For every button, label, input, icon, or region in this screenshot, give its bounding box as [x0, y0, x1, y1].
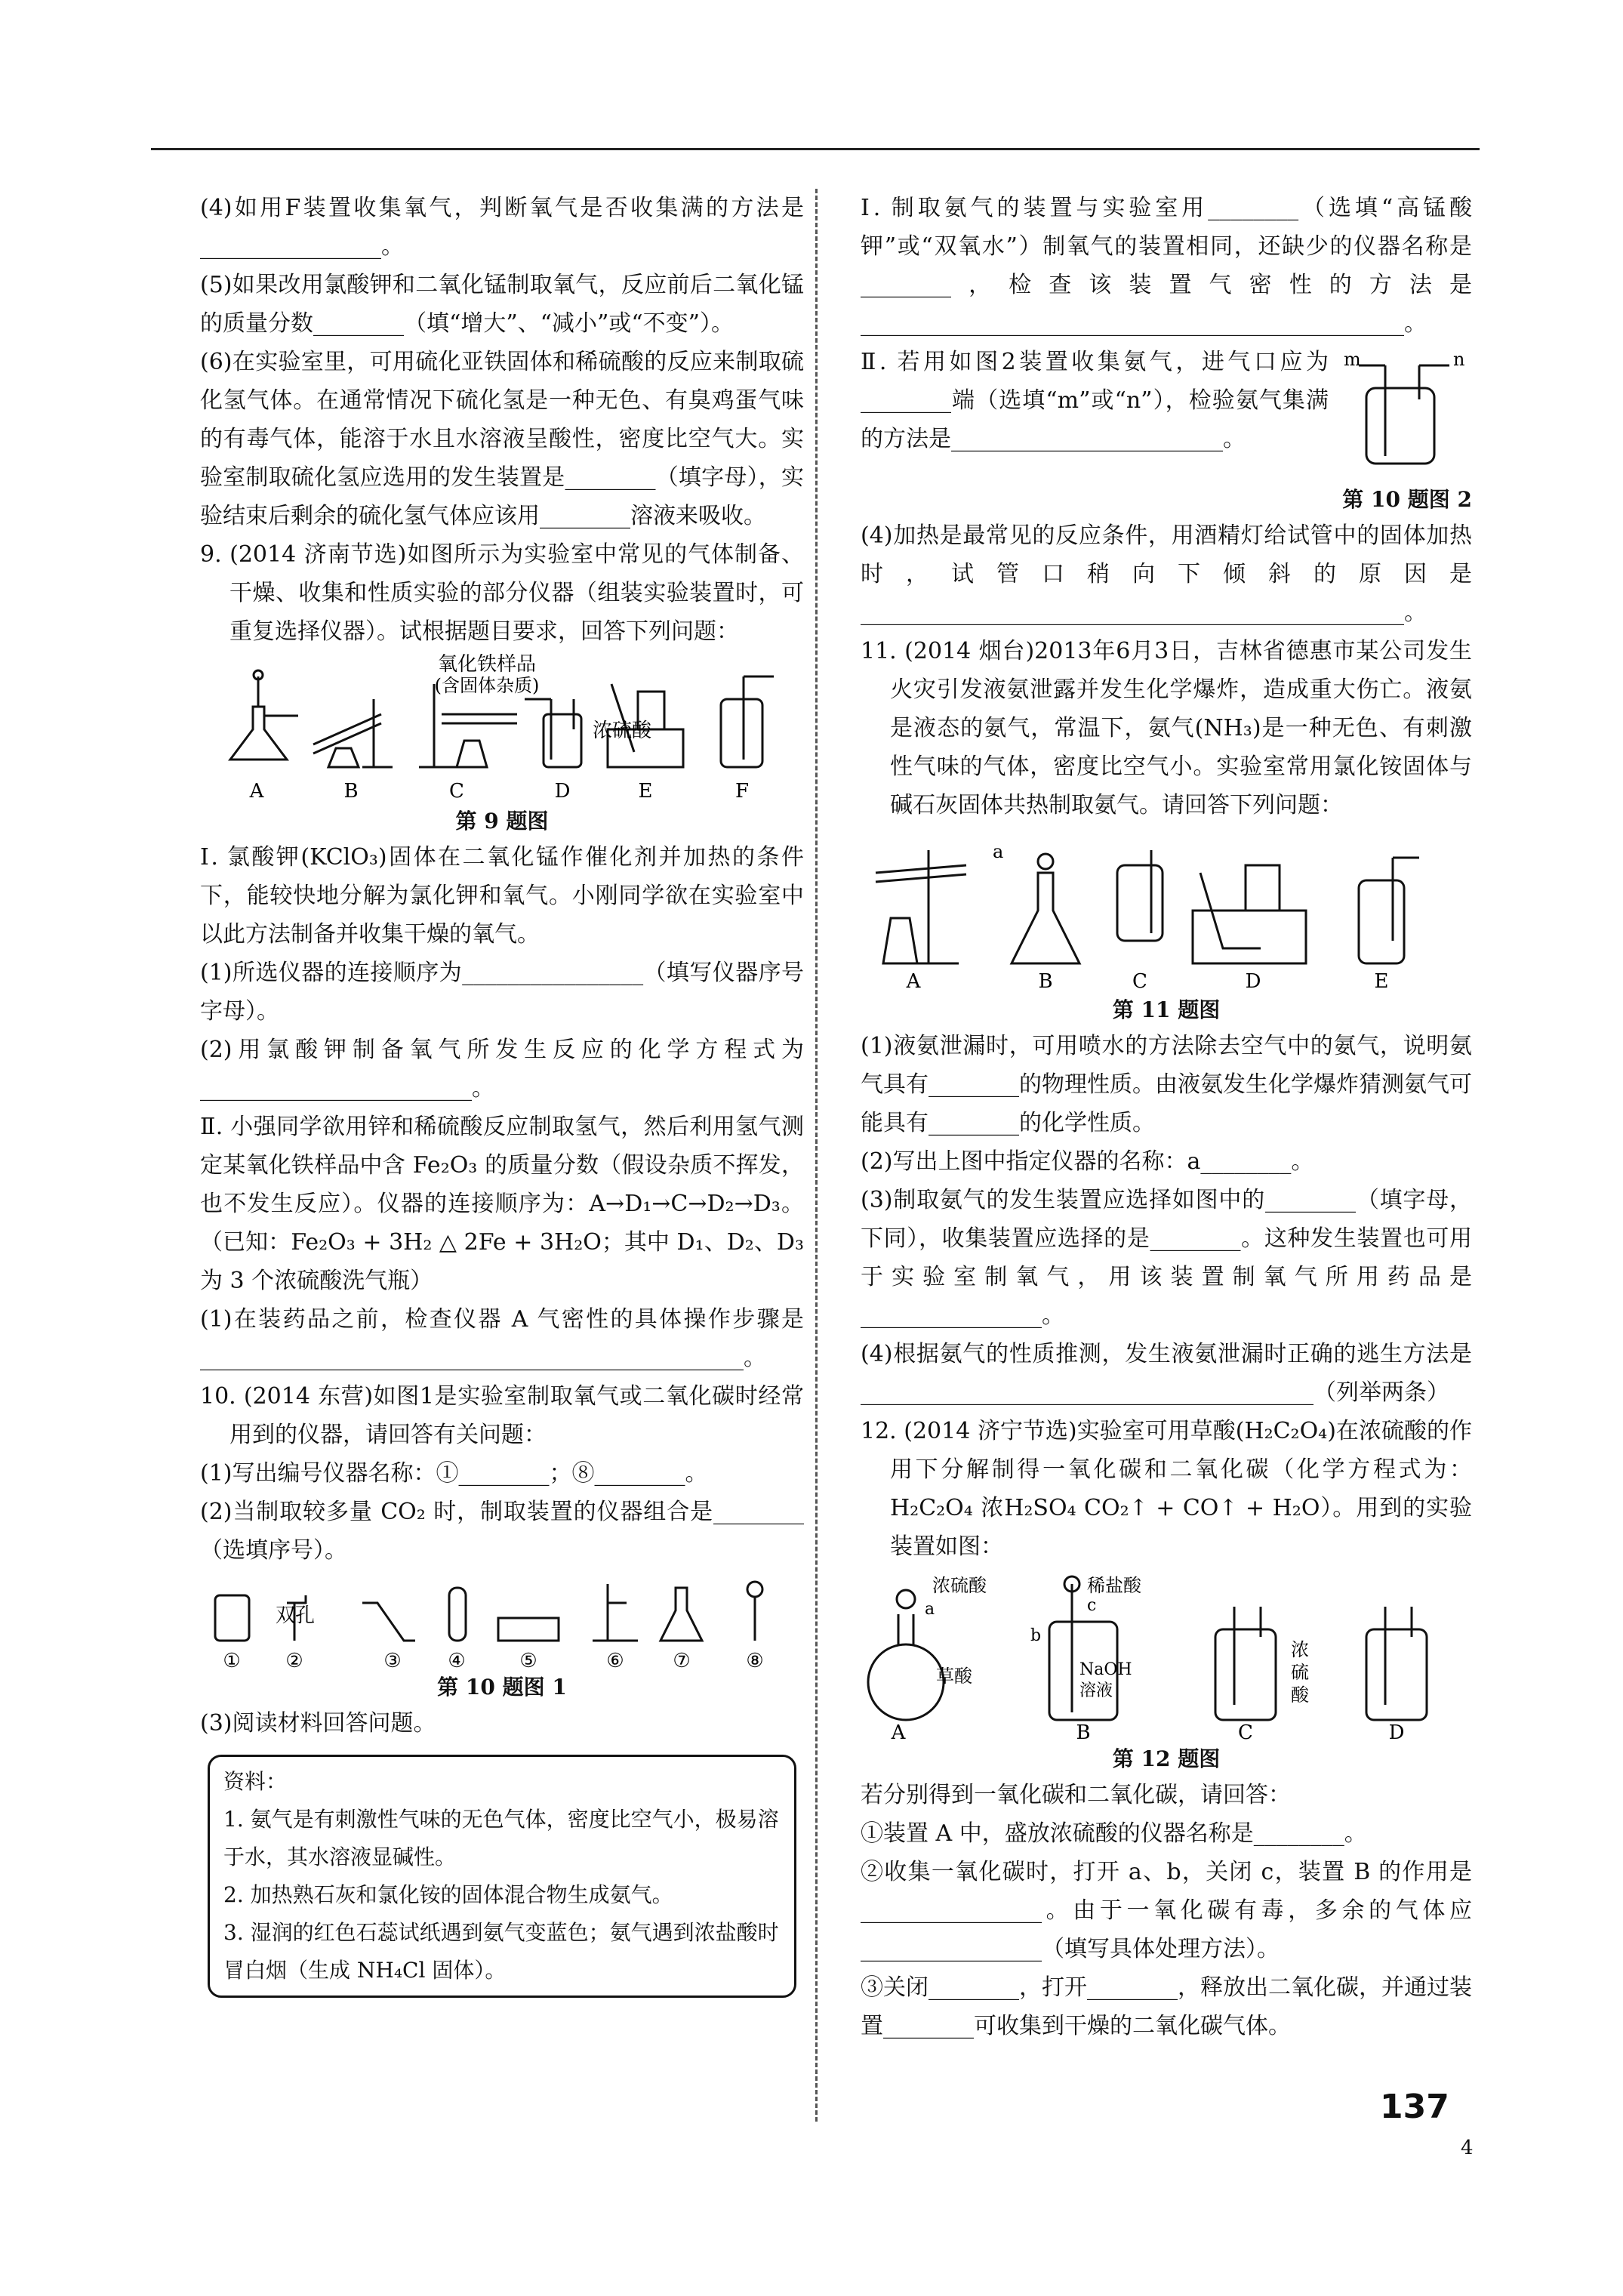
figure-12-caption: 第 12 题图 [1112, 1746, 1221, 1771]
q10-part3: (3)阅读材料回答问题。 [200, 1710, 436, 1737]
fig12-label-oxalic: 草酸 [936, 1666, 972, 1687]
q11-part1: (1)液氨泄漏时，可用喷水的方法除去空气中的氨气，说明氨气具有________的物理性质。由液氨发生化学爆炸猜测氨气可能具有________的化学性质。 [861, 1033, 1472, 1136]
top-rule [151, 148, 1480, 150]
figure-11-caption: 第 11 题图 [1112, 997, 1221, 1022]
q12-part1: ①装置 A 中，盛放浓硫酸的仪器名称是________。 [861, 1820, 1367, 1847]
figure-10-1 [200, 1573, 804, 1704]
figure-10-1-instruments [200, 1573, 804, 1671]
fig10-num-1: ① [223, 1650, 241, 1671]
fig9-label-acid: 浓硫酸 [593, 720, 652, 742]
fig10-num-5: ⑤ [519, 1650, 537, 1671]
material-item-3: 3. 湿润的红色石蕊试纸遇到氨气变蓝色；氨气遇到浓盐酸时冒白烟（生成 NH₄Cl 固体）。 [223, 1920, 779, 1983]
figure-10-2 [1336, 343, 1472, 483]
fig10-num-8: ⑧ [746, 1650, 764, 1671]
fig12-letter-a: A [891, 1721, 906, 1743]
question-10: 10. (2014 东营)如图1是实验室制取氧气或二氧化碳时经常用到的仪器，请回答有关问题： [200, 1383, 804, 1448]
fig10-num-4: ④ [448, 1650, 466, 1671]
material-title: 资料： [223, 1769, 288, 1794]
fig12-letter-d: D [1388, 1721, 1405, 1743]
fig12-label-a: a [925, 1600, 935, 1619]
figure-11-apparatus [861, 827, 1472, 994]
fig9-letter-f: F [735, 780, 750, 803]
q10-part3-2: Ⅱ. 若用如图2装置收集氨气，进气口应为________端（选填“m”或“n”），检验氨气集满的方法是________________________。 [861, 349, 1329, 452]
fig9-letter-e: E [638, 780, 653, 803]
fig10b-m: m [1344, 349, 1361, 370]
fig10-num-3: ③ [383, 1650, 402, 1671]
q10-part1: (1)写出编号仪器名称：①________；⑧________。 [200, 1460, 708, 1487]
q9-part1-2: (2)用氯酸钾制备氧气所发生反应的化学方程式为________________________。 [200, 1037, 804, 1102]
question-12: 12. (2014 济宁节选)实验室可用草酸(H₂C₂O₄)在浓硫酸的作用下分解制得一氧化碳和二氧化碳（化学方程式为：H₂C₂O₄ 浓H₂SO₄ CO₂↑ + CO↑ + H₂O）。用到的实验装置如图： [861, 1418, 1472, 1560]
fig12-label-hcl: 稀盐酸 [1087, 1575, 1141, 1596]
figure-9-apparatus [200, 654, 804, 805]
fig12-label-c: c [1087, 1596, 1097, 1615]
q11-part4: (4)根据氨气的性质推测，发生液氨泄漏时正确的逃生方法是________________________________________（列举两条） [861, 1341, 1472, 1406]
q12-part2: ②收集一氧化碳时，打开 a、b，关闭 c，装置 B 的作用是________________。由于一氧化碳有毒，多余的气体应________________（填写具体处理方法）。 [861, 1859, 1472, 1962]
figure-9-caption: 第 9 题图 [455, 809, 549, 834]
q9-part2: Ⅱ. 小强同学欲用锌和稀硫酸反应制取氢气，然后利用氢气测定某氧化铁样品中含 Fe₂O₃ 的质量分数（假设杂质不挥发，也不发生反应）。仪器的连接顺序为：A→D₁→C→D₂→D₃。（已知：Fe₂O₃ + 3H₂ △ 2Fe + 3H₂O；其中 D₁、D₂、D₃ 为 3 个浓硫酸洗气瓶） [200, 1114, 804, 1294]
fig10-num-2: ② [285, 1650, 303, 1671]
q11-part2: (2)写出上图中指定仪器的名称：a________。 [861, 1148, 1314, 1175]
fig10-num-6: ⑥ [606, 1650, 624, 1671]
q8-part6: (6)在实验室里，可用硫化亚铁固体和稀硫酸的反应来制取硫化氢气体。在通常情况下硫化氢是一种无色、有臭鸡蛋气味的有毒气体，能溶于水且水溶液呈酸性，密度比空气大。实验室制取硫化氢应选用的发生装置是________（填字母），实验结束后剩余的硫化氢气体应该用________溶液来吸收。 [200, 349, 804, 529]
figure-10-2-caption: 第 10 题图 2 [1342, 487, 1472, 512]
question-11: 11. (2014 烟台)2013年6月3日，吉林省德惠市某公司发生火灾引发液氨泄露并发生化学爆炸，造成重大伤亡。液氨是液态的氨气，常温下，氨气(NH₃)是一种无色、有刺激性气味的气体，密度比空气小。实验室常用氯化铵固体与碱石灰固体共热制取氨气。请回答下列问题： [861, 638, 1472, 818]
fig10-num-7: ⑦ [673, 1650, 691, 1671]
q10-part3-2-row [861, 343, 1472, 483]
q12-intro: 若分别得到一氧化碳和二氧化碳，请回答： [861, 1782, 1291, 1808]
fig9-letter-b: B [343, 780, 359, 803]
figure-12 [861, 1569, 1472, 1776]
figure-10-1-caption: 第 10 题图 1 [437, 1675, 567, 1700]
material-item-1: 1. 氨气是有刺激性气味的无色气体，密度比空气小，极易溶于水，其水溶液显碱性。 [223, 1807, 779, 1869]
material-item-2: 2. 加热熟石灰和氯化铵的固体混合物生成氨气。 [223, 1882, 673, 1907]
figure-11 [861, 827, 1472, 1027]
fig12-label-suan: 酸 [1291, 1684, 1309, 1706]
question-9: 9. (2014 济南节选)如图所示为实验室中常见的气体制备、干燥、收集和性质实验的部分仪器（组装实验装置时，可重复选择仪器）。试根据题目要求，回答下列问题： [200, 541, 804, 645]
corner-number: 4 [1461, 2137, 1474, 2159]
fig12-label-solution: 溶液 [1079, 1681, 1113, 1700]
fig12-label-liu: 硫 [1291, 1662, 1309, 1683]
right-column [861, 189, 1472, 2045]
figure-9 [200, 654, 804, 838]
q12-part3: ③关闭________，打开________，释放出二氧化碳，并通过装置________可收集到干燥的二氧化碳气体。 [861, 1974, 1472, 2039]
fig11-letter-e: E [1374, 970, 1389, 993]
fig12-letter-b: B [1076, 1721, 1091, 1743]
fig10b-n: n [1453, 349, 1465, 370]
q11-part3: (3)制取氨气的发生装置应选择如图中的________（填字母，下同），收集装置应选择的是________。这种发生装置也可用于实验室制氧气，用该装置制氧气所用药品是________________。 [861, 1187, 1472, 1329]
fig10-label-double-hole: 双孔 [276, 1604, 316, 1627]
fig9-label-sample: 氧化铁样品 [437, 654, 537, 676]
fig9-letter-c: C [449, 780, 464, 803]
fig11-letter-d: D [1245, 970, 1261, 993]
fig12-label-b: b [1030, 1626, 1042, 1645]
q10-part2: (2)当制取较多量 CO₂ 时，制取装置的仪器组合是________（选填序号）。 [200, 1499, 804, 1564]
q9-part1: Ⅰ. 氯酸钾(KClO₃)固体在二氧化锰作催化剂并加热的条件下，能较快地分解为氯化钾和氧气。小刚同学欲在实验室中以此方法制备并收集干燥的氧气。 [200, 844, 804, 948]
q8-part5: (5)如果改用氯酸钾和二氧化锰制取氧气，反应前后二氧化锰的质量分数________（填“增大”、“减小”或“不变”）。 [200, 272, 804, 337]
fig9-letter-a: A [249, 780, 264, 803]
q9-part1-1: (1)所选仪器的连接顺序为________________（填写仪器序号字母）。 [200, 960, 804, 1025]
fig11-letter-c: C [1132, 970, 1147, 993]
page-number: 137 [1380, 2088, 1449, 2126]
fig12-label-nong: 浓 [1291, 1639, 1309, 1660]
fig11-letter-a: A [906, 970, 921, 993]
fig11-letter-b: B [1038, 970, 1053, 993]
q9-part2-1: (1)在装药品之前，检查仪器 A 气密性的具体操作步骤是________________________________________________。 [200, 1306, 804, 1371]
column-divider [815, 189, 818, 2122]
q10-part4: (4)加热是最常见的反应条件，用酒精灯给试管中的固体加热时，试管口稍向下倾斜的原因是________________________________________________。 [861, 522, 1472, 626]
figure-12-apparatus [861, 1569, 1472, 1743]
q8-part4: (4)如用F装置收集氧气，判断氧气是否收集满的方法是________________。 [200, 195, 804, 260]
fig11-label-a: a [993, 841, 1004, 862]
left-column [200, 189, 804, 1998]
fig9-letter-d: D [554, 780, 571, 803]
fig9-label-impurity: (含固体杂质) [434, 675, 540, 696]
fig12-letter-c: C [1238, 1721, 1253, 1743]
fig12-label-conc-acid: 浓硫酸 [932, 1575, 987, 1596]
q10-part3-1: Ⅰ. 制取氨气的装置与实验室用________（选填“高锰酸钾”或“双氧水”）制氧气的装置相同，还缺少的仪器名称是________，检查该装置气密性的方法是________________________________________________。 [861, 195, 1472, 337]
material-box [208, 1755, 796, 1998]
fig12-label-naoh: NaOH [1079, 1660, 1132, 1679]
figure-10-2-bottle [1336, 343, 1472, 471]
